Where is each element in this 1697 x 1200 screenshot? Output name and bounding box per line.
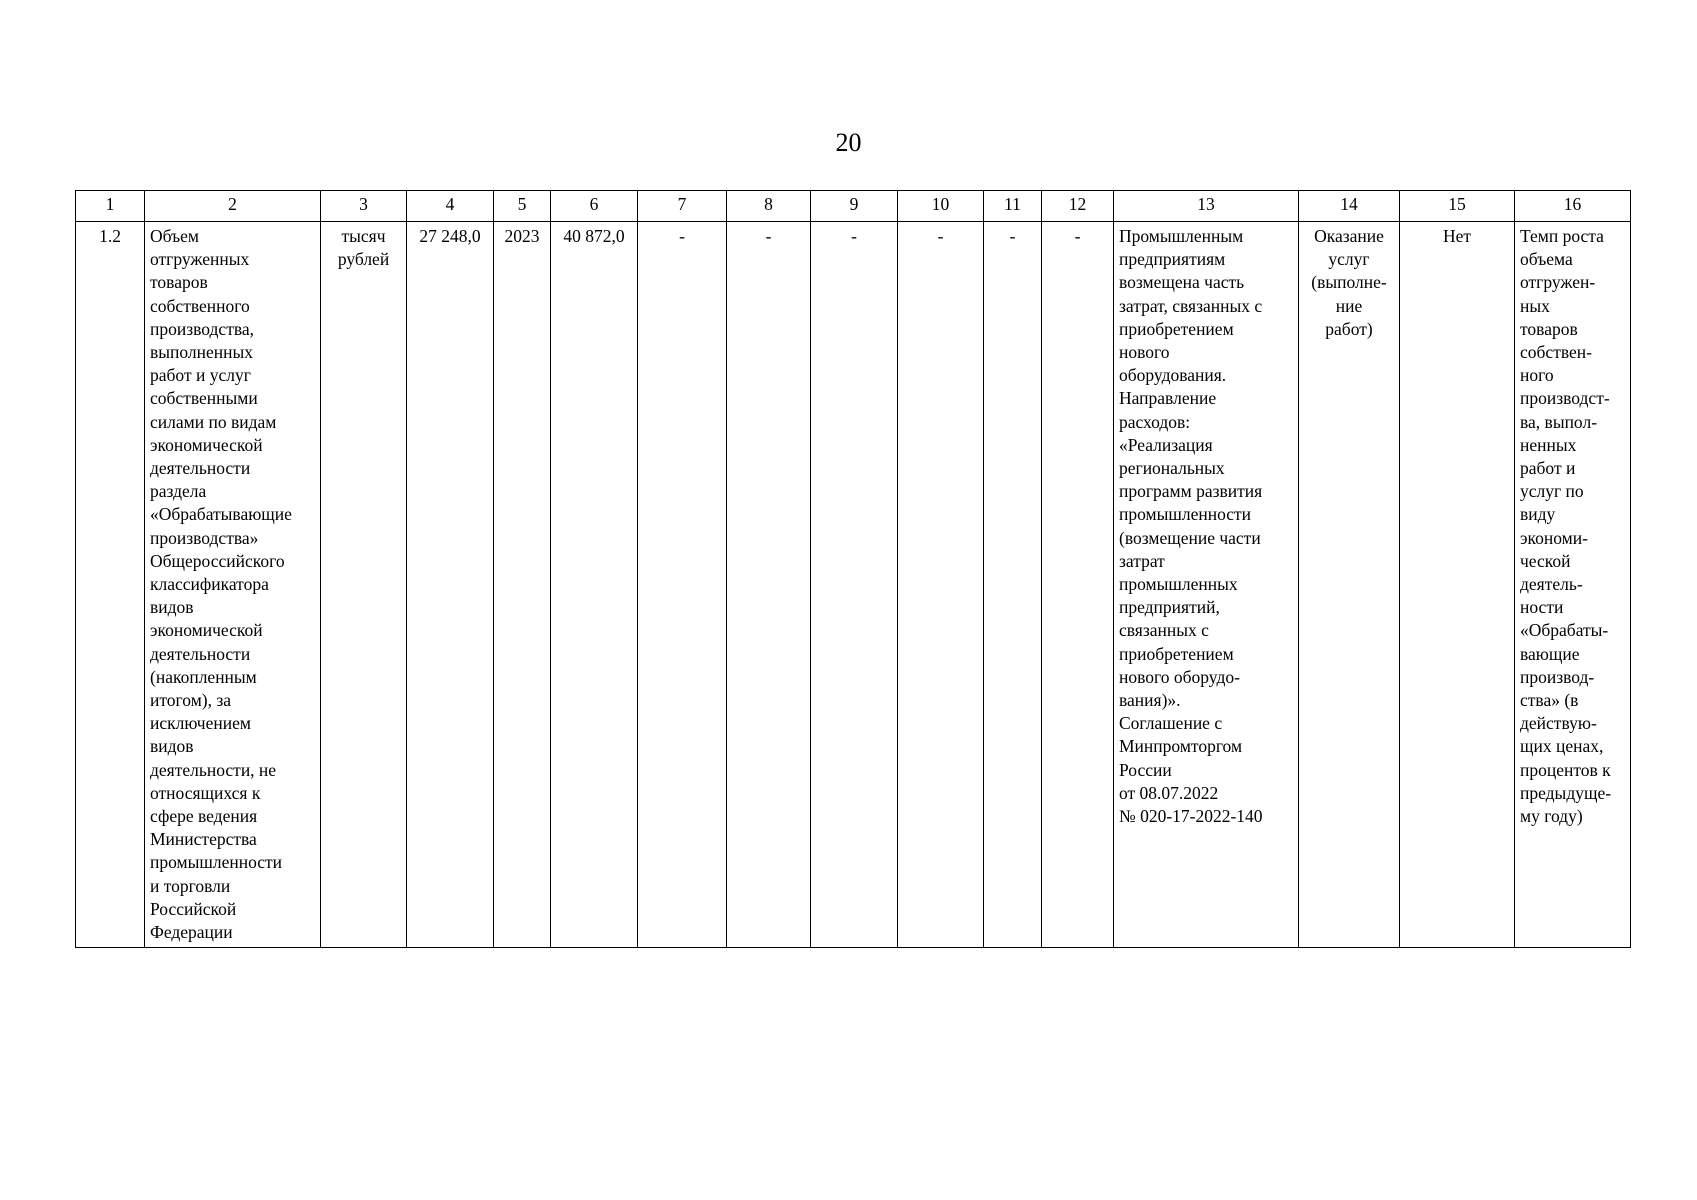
- header-cell-16: 16: [1515, 191, 1631, 222]
- header-cell-1: 1: [76, 191, 145, 222]
- header-cell-7: 7: [638, 191, 727, 222]
- header-cell-8: 8: [727, 191, 811, 222]
- header-cell-4: 4: [407, 191, 494, 222]
- header-cell-12: 12: [1042, 191, 1114, 222]
- table-header-row: [76, 191, 1631, 222]
- cell-value-11: -: [984, 222, 1042, 948]
- cell-value-7: -: [638, 222, 727, 948]
- cell-base-value: 27 248,0: [407, 222, 494, 948]
- cell-unit: тысяч рублей: [321, 222, 407, 948]
- cell-value-6: 40 872,0: [551, 222, 638, 948]
- cell-indicator-name: Объем отгруженных товаров собственного производства, выполненных работ и услуг собственными силами по видам экономической деятельности раздела «Обрабатывающие производства» Общероссийского классификатора видов экономической деятельности (накопленным итогом), за исключением видов деятельности, не относящихся к сфере ведения Министерства промышленности и торговли Российской Федерации: [145, 222, 321, 948]
- header-cell-11: 11: [984, 191, 1042, 222]
- header-cell-15: 15: [1400, 191, 1515, 222]
- cell-year: 2023: [494, 222, 551, 948]
- cell-result-type: Оказание услуг (выполне- ние работ): [1299, 222, 1400, 948]
- cell-value-8: -: [727, 222, 811, 948]
- cell-value-10: -: [898, 222, 984, 948]
- cell-value-12: -: [1042, 222, 1114, 948]
- page-number: 20: [835, 128, 862, 157]
- header-cell-6: 6: [551, 191, 638, 222]
- table-row: [76, 222, 1631, 948]
- cell-flag: Нет: [1400, 222, 1515, 948]
- cell-indicator-description: Темп роста объема отгружен- ных товаров собствен- ного производст- ва, выпол- ненных работ и услуг по виду экономи- ческой деятель- ности «Обрабаты- вающие производ- ства» (в действую- щих ценах, процентов к предыдуще- му году): [1515, 222, 1631, 948]
- cell-value-9: -: [811, 222, 898, 948]
- header-cell-3: 3: [321, 191, 407, 222]
- header-cell-10: 10: [898, 191, 984, 222]
- header-cell-14: 14: [1299, 191, 1400, 222]
- cell-result-description: Промышленным предприятиям возмещена часть затрат, связанных с приобретением нового оборудования. Направление расходов: «Реализация региональных программ развития промышленности (возмещение части затрат промышленных предприятий, связанных с приобретением нового оборудо- вания)». Соглашение с Минпромторгом России от 08.07.2022 № 020-17-2022-140: [1114, 222, 1299, 948]
- header-cell-5: 5: [494, 191, 551, 222]
- indicator-table: [75, 190, 1631, 948]
- header-cell-9: 9: [811, 191, 898, 222]
- header-cell-2: 2: [145, 191, 321, 222]
- header-cell-13: 13: [1114, 191, 1299, 222]
- cell-row-number: 1.2: [76, 222, 145, 948]
